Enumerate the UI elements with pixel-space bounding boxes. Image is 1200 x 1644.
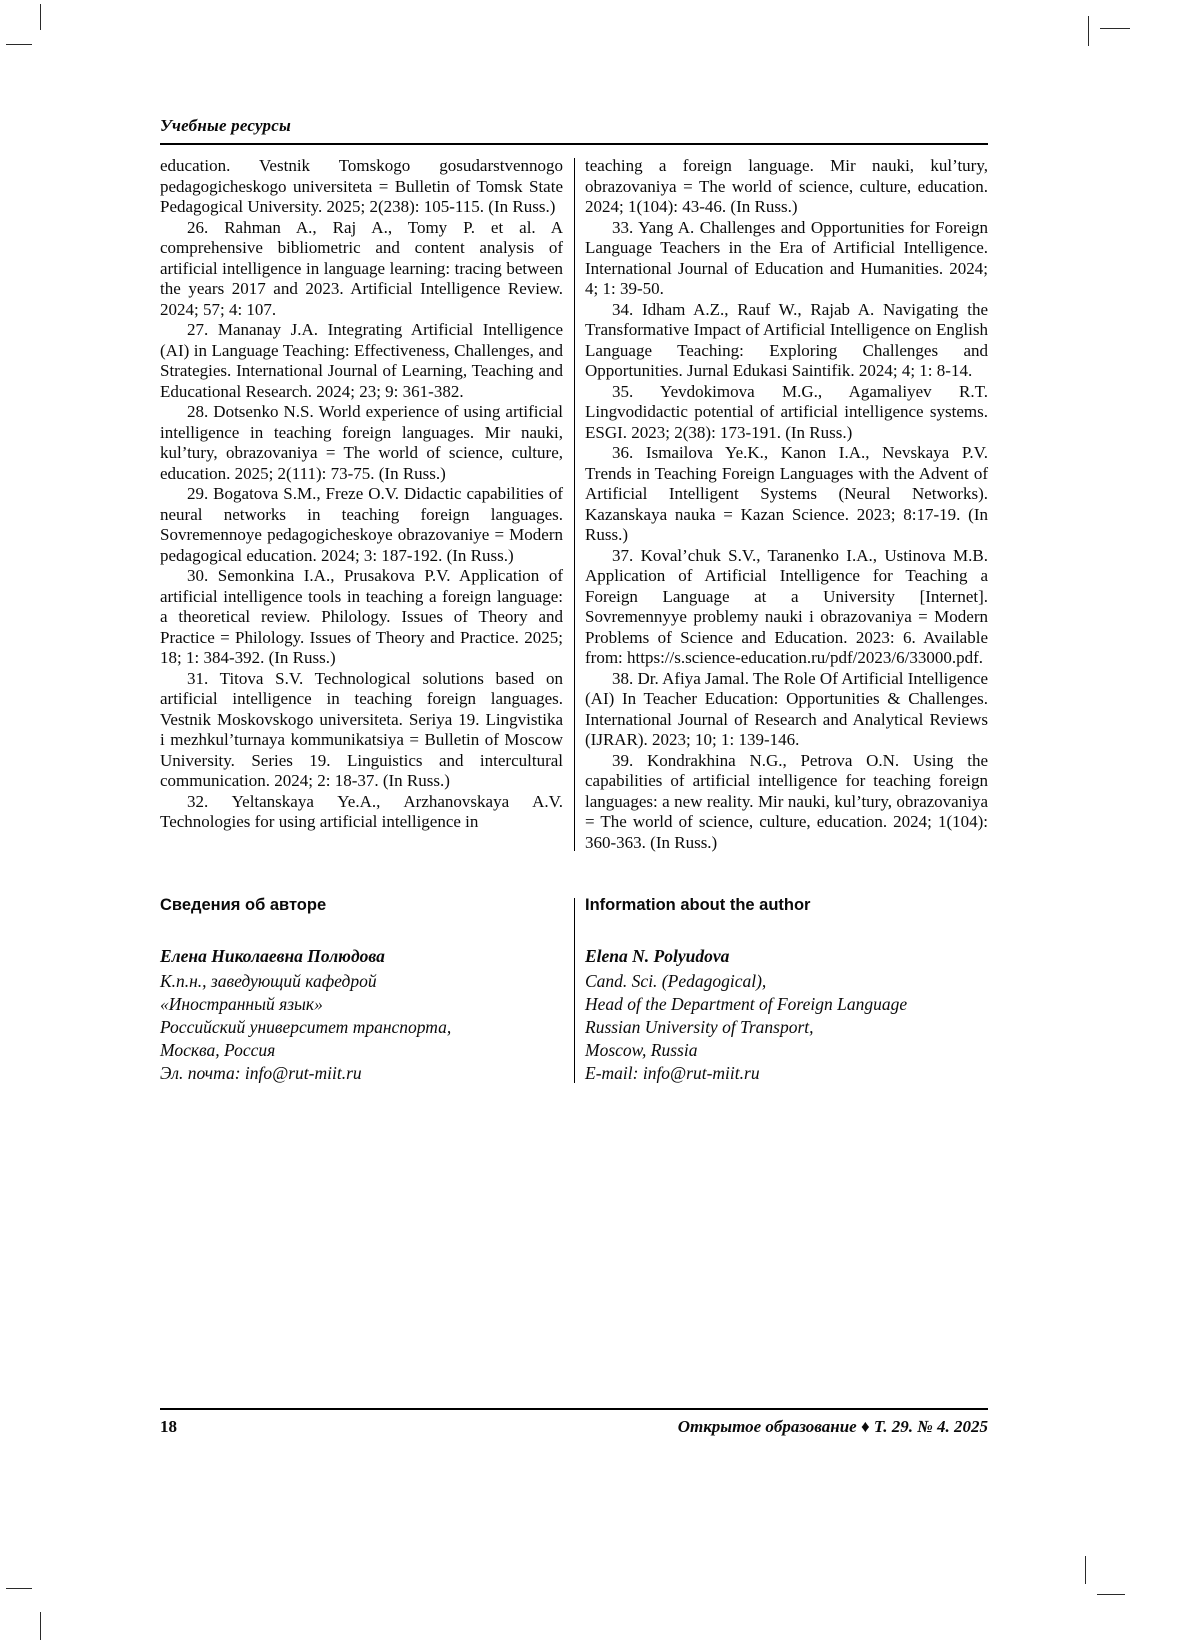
reference-paragraph: 35. Yevdokimova M.G., Agamaliyev R.T. Lingvodidactic potential of artificial intelligence systems. ESGI. 2023; 2(38): 173-191. (In Russ.) [585,381,988,442]
author-info-heading-ru: Сведения об авторе [160,896,327,914]
author-details-en [585,970,988,1085]
author-detail-line: Cand. Sci. (Pedagogical), [585,971,767,991]
page-content [160,116,988,1085]
author-detail-line: «Иностранный язык» [160,994,323,1014]
author-info-heading-en: Information about the author [585,896,811,914]
reference-paragraph: 32. Yeltanskaya Ye.A., Arzhanovskaya A.V. Technologies for using artificial intelligence in [160,791,563,831]
references-left-column [160,156,563,853]
crop-mark-bottom-right-vertical [1085,1556,1086,1584]
column-divider [574,158,575,851]
crop-mark-top-left-vertical [40,4,41,30]
reference-paragraph: 33. Yang A. Challenges and Opportunities for Foreign Language Teachers in the Era of Artificial Intelligence. International Journal of Education and Humanities. 2024; 4; 1: 39-50. [585,217,988,298]
reference-paragraph: 31. Titova S.V. Technological solutions based on artificial intelligence in teaching foreign languages. Vestnik Moskovskogo universiteta. Seriya 19. Lingvistika i mezhkul’turnaya kommunikatsiya = Bulletin of Moscow University. Series 19. Linguistics and intercultural communication. 2024; 2: 18-37. (In Russ.) [160,668,563,790]
author-info-english [585,896,988,1085]
running-head: Учебные ресурсы [160,116,291,135]
author-info-section [160,896,988,1085]
author-detail-line: Эл. почта: info@rut-miit.ru [160,1063,362,1083]
author-name-en: Elena N. Polyudova [585,946,730,966]
author-detail-line: Russian University of Transport, [585,1017,814,1037]
page-footer [160,1408,988,1437]
author-detail-line: Moscow, Russia [585,1040,698,1060]
author-detail-line: Москва, Россия [160,1040,276,1060]
page-number: 18 [160,1417,177,1436]
reference-paragraph: 39. Kondrakhina N.G., Petrova O.N. Using the capabilities of artificial intelligence for teaching foreign languages: a new reality. Mir nauki, kul’tury, obrazovaniya = The world of science, culture, education. 2024; 1(104): 360-363. (In Russ.) [585,750,988,852]
author-detail-line: Head of the Department of Foreign Language [585,994,908,1014]
reference-paragraph: teaching a foreign language. Mir nauki, kul’tury, obrazovaniya = The world of science, culture, education. 2024; 1(104): 43-46. (In Russ.) [585,156,988,216]
crop-mark-top-right-horizontal [1100,28,1130,29]
author-detail-line: Российский университет транспорта, [160,1017,452,1037]
author-name-ru: Елена Николаевна Полюдова [160,946,385,966]
author-detail-line: E-mail: info@rut-miit.ru [585,1063,760,1083]
author-details-ru [160,970,563,1085]
footer-journal-title: Открытое образование ♦ Т. 29. № 4. 2025 [677,1417,988,1436]
reference-paragraph: 27. Mananay J.A. Integrating Artificial Intelligence (AI) in Language Teaching: Effectiveness, Challenges, and Strategies. International Journal of Learning, Teaching and Educational Research. 2024; 23; 9: 361-382. [160,320,563,401]
header-rule [160,143,988,145]
reference-paragraph: 29. Bogatova S.M., Freze O.V. Didactic capabilities of neural networks in teaching foreign languages. Sovremennoye pedagogicheskoye obrazovaniye = Modern pedagogical education. 2024; 3: 187-192. (In Russ.) [160,484,563,565]
author-info-russian [160,896,563,1085]
author-detail-line: К.п.н., заведующий кафедрой [160,971,377,991]
crop-mark-top-left-horizontal [6,44,32,45]
reference-paragraph: 28. Dotsenko N.S. World experience of using artificial intelligence in teaching foreign languages. Mir nauki, kul’tury, obrazovaniya = The world of science, culture, education. 2025; 2(111): 73-75. (In Russ.) [160,402,563,483]
reference-paragraph: 34. Idham A.Z., Rauf W., Rajab A. Navigating the Transformative Impact of Artificial Intelligence on English Language Teaching: Exploring Challenges and Opportunities. Jurnal Edukasi Saintifik. 2024; 4; 1: 8-14. [585,299,988,380]
reference-paragraph: 26. Rahman A., Raj A., Tomy P. et al. A comprehensive bibliometric and content analysis of artificial intelligence in language learning: tracing between the years 2017 and 2023. Artificial Intelligence Review. 2024; 57; 4: 107. [160,217,563,319]
reference-paragraph: education. Vestnik Tomskogo gosudarstvennogo pedagogicheskogo universiteta = Bulletin of Tomsk State Pedagogical University. 2025; 2(238): 105-115. (In Russ.) [160,156,563,216]
crop-mark-bottom-left-horizontal [6,1588,32,1589]
references-section [160,156,988,853]
column-divider [574,898,575,1083]
reference-paragraph: 30. Semonkina I.A., Prusakova P.V. Application of artificial intelligence tools in teaching a foreign language: a theoretical review. Philology. Issues of Theory and Practice = Philology. Issues of Theory and Practice. 2025; 18; 1: 384-392. (In Russ.) [160,566,563,667]
reference-paragraph: 37. Koval’chuk S.V., Taranenko I.A., Ustinova M.B. Application of Artificial Intelligence for Teaching a Foreign Language at a University [Internet]. Sovremennyye problemy nauki i obrazovaniya = Modern Problems of Science and Education. 2023: 6. Available from: https://s.science-education.ru/pdf/2023/6/33000.pdf. [585,545,988,667]
crop-mark-bottom-left-vertical [40,1612,41,1640]
reference-paragraph: 36. Ismailova Ye.K., Kanon I.A., Nevskaya P.V. Trends in Teaching Foreign Languages with the Advent of Artificial Intelligent Systems (Neural Networks). Kazanskaya nauka = Kazan Science. 2023; 8:17-19. (In Russ.) [585,443,988,544]
references-right-column [585,156,988,853]
crop-mark-top-right-vertical [1088,16,1089,46]
crop-mark-bottom-right-horizontal [1097,1594,1125,1595]
reference-paragraph: 38. Dr. Afiya Jamal. The Role Of Artificial Intelligence (AI) In Teacher Education: Opportunities & Challenges. International Journal of Research and Analytical Reviews (IJRAR). 2023; 10; 1: 139-146. [585,668,988,749]
